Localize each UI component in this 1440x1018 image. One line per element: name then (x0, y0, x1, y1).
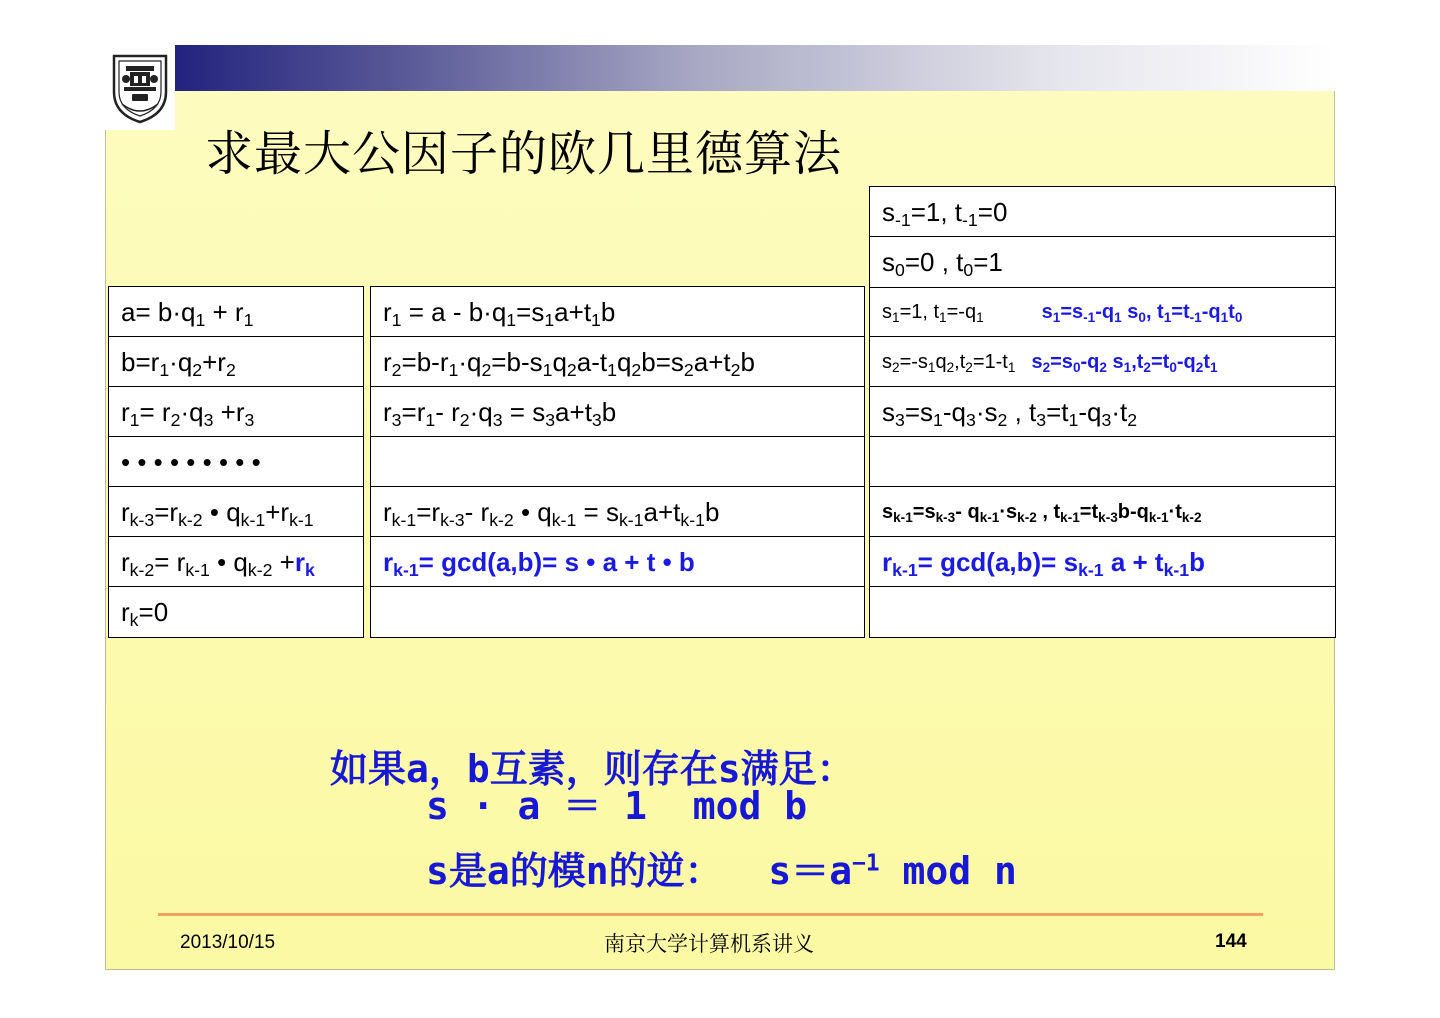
col1-row-6: $r_{k-2}= r_{k-1}$ • $q_{k-2} +r_k$ (108, 536, 364, 588)
col1-row-4: • • • • • • • • • (108, 436, 364, 488)
col2-row-3: $r_3=r_1-$ $r_2\cdot q_3 = s_3a+t_3b$ (370, 386, 865, 438)
page-title: 求最大公因子的欧几里德算法 (205, 126, 843, 182)
page-number: 144 (1215, 931, 1247, 952)
col2-row-7 (370, 586, 865, 638)
col2-row-6: $r_{k-1}= \gcd(a,b)= s$ • a + t • b (370, 536, 865, 588)
col2-row-5: $r_{k-1}=r_{k-3}-$ $r_{k-2}$ • $q_{k-1} = s_{k-1}a+t_{k-1}b$ (370, 486, 865, 538)
col3-init-row-1: $s_{-1}=1$, $t_{-1}=0$ (869, 186, 1336, 238)
col3-row-6: $r_{k-1}= \gcd(a,b)= s_{k-1}$ $a + t_{k-1}b$ (869, 536, 1336, 588)
col3-row-5: $s_{k-1}=s_{k-3}-$ $q_{k-1}\cdot s_{k-2}$ , $t_{k-1}=t_{k-3}b-q_{k-1}\cdot t_{k-2}$ (869, 486, 1336, 538)
note-line-coprime: 如果a，b互素，则存在s满足： (330, 747, 855, 791)
inverse-note (330, 700, 1017, 893)
col3-row-2: $s_2=-s_1q_2,t_2=1-t_1$ $s_2=s_0-q_2$ $s_1,t_2=t_0-q_2t_1$ (869, 336, 1336, 388)
title-gradient-band (175, 45, 1335, 91)
footer-divider (158, 913, 1263, 916)
col3-row-7 (869, 586, 1336, 638)
col1-row-3: $r_1= r_2\cdot q_3 +r_3$ (108, 386, 364, 438)
col1-row-2: $b=r_1\cdot q_2+r_2$ (108, 336, 364, 388)
col3-row-1: $s_1=1$, $t_1=-q_1$ $s_1=s_{-1}-q_1$ $s_0$, $t_1=t_{-1}-q_1t_0$ (869, 286, 1336, 338)
note-line-congruence: s · a ＝ 1 mod b (426, 784, 808, 828)
col1-row-5: $r_{k-3}=r_{k-2}$ • $q_{k-1}+r_{k-1}$ (108, 486, 364, 538)
note-line-inverse: s是a的模n的逆： $s=a^{-1}$ mod n (426, 849, 1017, 893)
col3-init-row-2: $s_0=0$ , $t_0=1$ (869, 236, 1336, 288)
col1-row-1: $a= b\cdot q_1 + r_1$ (108, 286, 364, 338)
nanjing-university-seal-icon (108, 52, 172, 124)
col3-row-4 (869, 436, 1336, 488)
col2-row-4 (370, 436, 865, 488)
footer-date: 2013/10/15 (180, 932, 276, 953)
col3-row-3: $s_3=s_1-q_3\cdot s_2$ , $t_3=t_1-q_3\cdot t_2$ (869, 386, 1336, 438)
col1-row-7: $r_k=0$ (108, 586, 364, 638)
footer-title: 南京大学计算机系讲义 (604, 932, 814, 956)
col2-row-1: $r_1 = a - b\cdot q_1=s_1a+t_1b$ (370, 286, 865, 338)
col2-row-2: $r_2=b-r_1\cdot q_2=b-s_1q_2a-t_1q_2b=s_2a+t_2b$ (370, 336, 865, 388)
